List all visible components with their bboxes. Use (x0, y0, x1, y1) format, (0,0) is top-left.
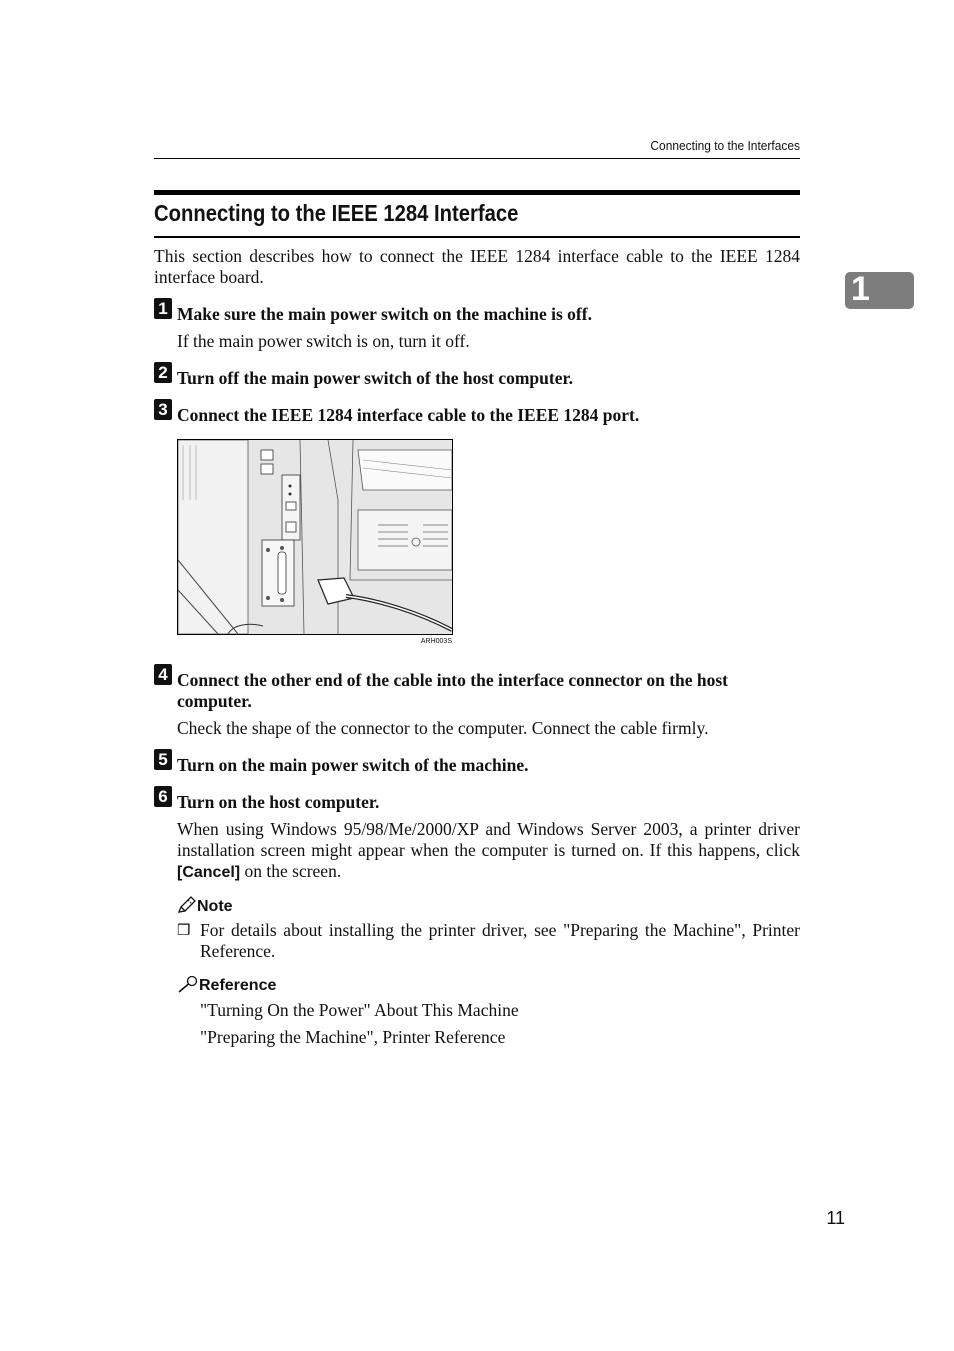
step-4-body: Check the shape of the connector to the computer. Connect the cable firmly. (177, 718, 709, 738)
step-6-body-text-end: on the screen. (240, 861, 342, 881)
step-6-body (177, 819, 800, 883)
magnifier-icon (177, 975, 199, 993)
note-item: For details about installing the printer driver, see "Preparing the Machine", Printer Reference. (200, 920, 800, 961)
step-4-number: 4 (154, 664, 172, 685)
reference-item-1: "Turning On the Power" About This Machine (200, 1000, 519, 1020)
chapter-tab (845, 272, 914, 309)
step-5-number: 5 (154, 749, 172, 770)
header-rule (154, 158, 800, 159)
step-6-number: 6 (154, 786, 172, 807)
step-4-title: Connect the other end of the cable into the interface connector on the host computer. (177, 670, 729, 711)
section-title: Connecting to the IEEE 1284 Interface (154, 200, 519, 226)
step-3-number: 3 (154, 399, 172, 420)
pencil-icon (177, 896, 197, 914)
printer-back-drawing (178, 440, 452, 634)
reference-heading-label: Reference (199, 977, 277, 994)
page-number: 11 (826, 1208, 845, 1228)
step-3-title: Connect the IEEE 1284 interface cable to the IEEE 1284 port. (177, 405, 640, 425)
cancel-key-label: [Cancel] (177, 864, 241, 881)
section-title-rule (154, 236, 800, 238)
note-heading-label: Note (197, 898, 233, 915)
reference-heading (177, 975, 276, 995)
figure-code: ARH003S (420, 638, 452, 645)
ieee1284-port-illustration (177, 439, 453, 635)
step-5-title: Turn on the main power switch of the machine. (177, 755, 529, 775)
running-head: Connecting to the Interfaces (650, 138, 800, 153)
reference-item-2: "Preparing the Machine", Printer Reference (200, 1027, 506, 1047)
step-6-body-text: When using Windows 95/98/Me/2000/XP and Windows Server 2003, a printer driver installation screen might appear when the computer is turned on. If this happens, click (177, 819, 800, 860)
step-1-number: 1 (154, 298, 172, 319)
step-2-title: Turn off the main power switch of the host computer. (177, 368, 574, 388)
note-heading (177, 896, 233, 916)
step-6-title: Turn on the host computer. (177, 792, 380, 812)
step-1-body: If the main power switch is on, turn it off. (177, 331, 470, 351)
note-checkbox-icon: ❒ (177, 921, 191, 939)
step-2-number: 2 (154, 362, 172, 383)
section-intro: This section describes how to connect the IEEE 1284 interface cable to the IEEE 1284 interface board. (154, 246, 800, 287)
chapter-tab-label: 1 (851, 270, 870, 308)
section-top-rule (154, 190, 800, 195)
step-1-title: Make sure the main power switch on the machine is off. (177, 304, 592, 324)
